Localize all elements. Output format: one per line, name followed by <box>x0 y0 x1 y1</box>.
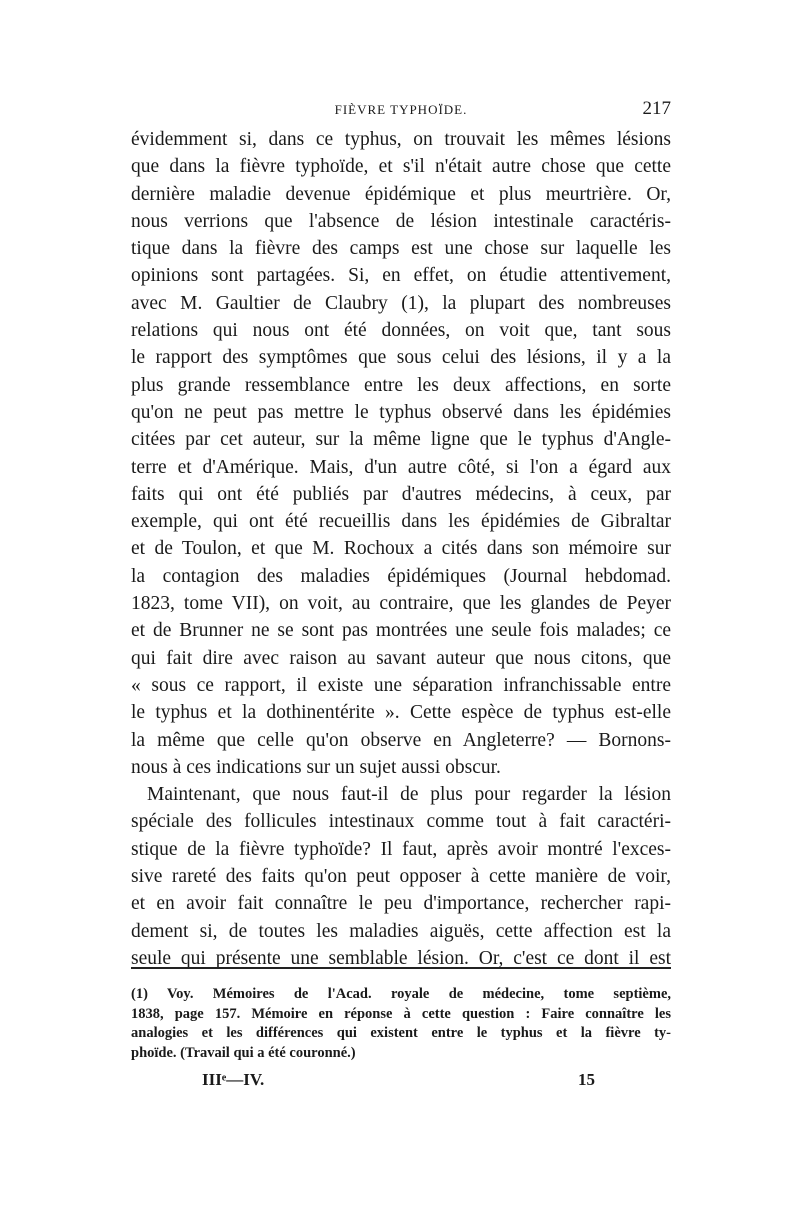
body-line: que dans la fièvre typhoïde, et s'il n'était autre chose que cette <box>131 156 671 178</box>
body-line: exemple, qui ont été recueillis dans les épidémies de Gibraltar <box>131 511 671 533</box>
body-line: sive rareté des faits qu'on peut opposer à cette manière de voir, <box>131 866 671 888</box>
sheet-number: 15 <box>578 1070 595 1089</box>
body-line: plus grande ressemblance entre les deux affections, en sorte <box>131 374 671 396</box>
body-line: « sous ce rapport, il existe une séparation infranchissable entre <box>131 674 671 696</box>
body-line: opinions sont partagées. Si, en effet, on étudie attentivement, <box>131 265 671 287</box>
body-line: le typhus et la dothinentérite ». Cette espèce de typhus est-elle <box>131 702 671 724</box>
body-line: relations qui nous ont été données, on voit que, tant sous <box>131 320 671 342</box>
body-line: la même que celle qu'on observe en Angleterre? — Bornons- <box>131 729 671 751</box>
body-line: la contagion des maladies épidémiques (Journal hebdomad. <box>131 565 671 587</box>
body-line: faits qui ont été publiés par d'autres médecins, à ceux, par <box>131 483 671 505</box>
body-line: le rapport des symptômes que sous celui des lésions, il y a la <box>131 347 671 369</box>
body-line: stique de la fièvre typhoïde? Il faut, après avoir montré l'exces- <box>131 838 671 860</box>
page-number: 217 <box>642 98 671 119</box>
body-line: qui fait dire avec raison au savant auteur que nous citons, que <box>131 647 671 669</box>
footnote-line: analogies et les différences qui existent entre le typhus et la fièvre ty- <box>131 1025 671 1041</box>
running-head <box>131 98 671 120</box>
body-line: et de Toulon, et que M. Rochoux a cités dans son mémoire sur <box>131 538 671 560</box>
body-line: avec M. Gaultier de Claubry (1), la plupart des nombreuses <box>131 292 671 314</box>
footnote-rule <box>131 967 671 969</box>
body-text <box>131 126 671 972</box>
footnote-line: 1838, page 157. Mémoire en réponse à cette question : Faire connaître les <box>131 1005 671 1022</box>
footnote <box>131 985 671 1063</box>
body-line: et de Brunner ne se sont pas montrées une seule fois malades; ce <box>131 620 671 642</box>
body-line: seule qui présente une semblable lésion. Or, c'est ce dont il est <box>131 947 671 969</box>
footnote-line: (1) Voy. Mémoires de l'Acad. royale de médecine, tome septième, <box>131 986 671 1002</box>
body-line: citées par cet auteur, sur la même ligne que le typhus d'Angle- <box>131 429 671 451</box>
body-line: qu'on ne peut pas mettre le typhus observé dans les épidémies <box>131 401 671 423</box>
body-line: spéciale des follicules intestinaux comme tout à fait caractéri- <box>131 811 671 833</box>
body-line: et en avoir fait connaître le peu d'importance, rechercher rapi- <box>131 893 671 915</box>
body-line: nous à ces indications sur un sujet aussi obscur. <box>131 756 501 778</box>
body-line: nous verrions que l'absence de lésion intestinale caractéris- <box>131 210 671 232</box>
running-title: FIÈVRE TYPHOÏDE. <box>334 102 468 117</box>
body-line: terre et d'Amérique. Mais, d'un autre côté, si l'on a égard aux <box>131 456 671 478</box>
signature-mark: IIIᵉ—IV. <box>202 1070 265 1089</box>
body-line: tique dans la fièvre des camps est une chose sur laquelle les <box>131 238 671 260</box>
body-line: 1823, tome VII), on voit, au contraire, que les glandes de Peyer <box>131 593 671 615</box>
body-line: évidemment si, dans ce typhus, on trouvait les mêmes lésions <box>131 129 671 150</box>
body-line: dernière maladie devenue épidémique et plus meurtrière. Or, <box>131 183 671 205</box>
footnote-line: phoïde. (Travail qui a été couronné.) <box>131 1044 356 1061</box>
body-line: dement si, de toutes les maladies aiguës, cette affection est la <box>131 920 671 942</box>
body-line: Maintenant, que nous faut-il de plus pour regarder la lésion <box>147 784 671 806</box>
